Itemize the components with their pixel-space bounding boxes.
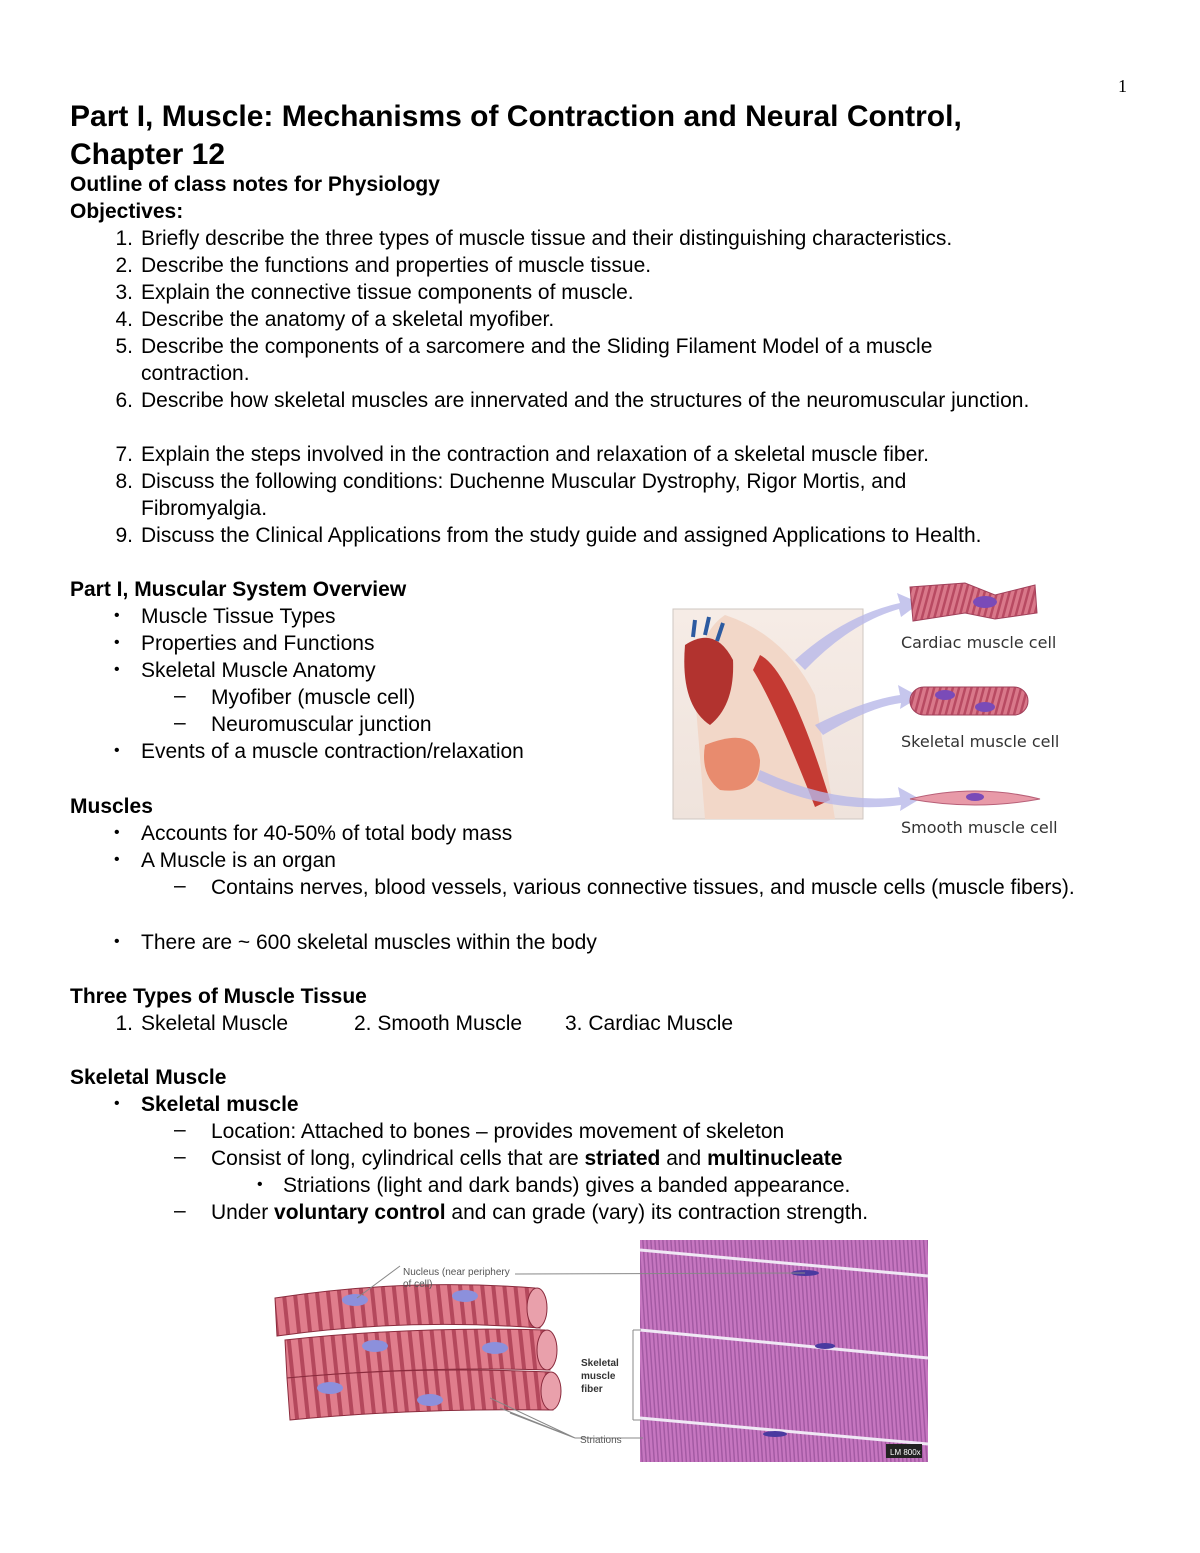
bullet: • [257, 1176, 263, 1193]
type-cardiac: 3. Cardiac Muscle [565, 1012, 734, 1035]
objective-number: 3. [115, 281, 133, 304]
objective-item: Describe how skeletal muscles are innervated and the structures of the neuromuscular junction. [141, 389, 1030, 412]
page-number: 1 [1118, 76, 1127, 96]
objective-item: Briefly describe the three types of muscle tissue and their distinguishing characteristics. [141, 227, 953, 250]
three-types-heading: Three Types of Muscle Tissue [70, 985, 367, 1008]
type-smooth: 2. Smooth Muscle [354, 1012, 523, 1035]
bullet: • [114, 824, 120, 841]
muscles-item: Accounts for 40-50% of total body mass [141, 822, 513, 845]
objective-item: Describe the functions and properties of muscle tissue. [141, 254, 652, 277]
objective-item: Describe the anatomy of a skeletal myofiber. [141, 308, 555, 331]
dash: – [174, 874, 186, 897]
overview-item: Properties and Functions [141, 632, 375, 655]
overview-subitem: Myofiber (muscle cell) [211, 686, 416, 709]
fiber-label: fiber [581, 1384, 603, 1395]
objective-item: Discuss the Clinical Applications from the study guide and assigned Applications to Health. [141, 524, 982, 547]
consist-bold-striated: striated [584, 1147, 661, 1170]
fiber-drawing [275, 1285, 561, 1420]
under-text: Under [211, 1201, 275, 1224]
cardiac-label: Cardiac muscle cell [901, 633, 1057, 652]
type-number: 1. [115, 1012, 133, 1035]
under-text: and can grade (vary) its contraction strength. [445, 1201, 869, 1224]
objective-item: Explain the steps involved in the contraction and relaxation of a skeletal muscle fiber. [141, 443, 929, 466]
page-title: Part I, Muscle: Mechanisms of Contraction and Neural Control, Chapter 12 [70, 100, 962, 171]
objective-number: 9. [115, 524, 133, 547]
objective-item: Describe the components of a sarcomere and the Sliding Filament Model of a muscle contraction. [141, 335, 933, 385]
bullet: • [114, 933, 120, 950]
striations-label: Striations [580, 1435, 622, 1446]
objective-number: 8. [115, 470, 133, 493]
overview-item: Muscle Tissue Types [141, 605, 336, 628]
subtitle: Outline of class notes for Physiology [70, 173, 440, 196]
skeletal-heading: Skeletal Muscle [70, 1066, 227, 1089]
skeletal-label: Skeletal muscle cell [901, 732, 1060, 751]
skeletal-under [211, 1199, 868, 1226]
bullet: • [114, 851, 120, 868]
skeletal-fiber-figure [265, 1238, 930, 1463]
objective-item: Discuss the following conditions: Duchenne Muscular Dystrophy, Rigor Mortis, and Fibromyalgia. [141, 470, 907, 520]
bullet: • [114, 1095, 120, 1112]
objective-number: 5. [115, 335, 133, 358]
bullet: • [114, 742, 120, 759]
consist-bold-multinucleate: multinucleate [707, 1147, 843, 1170]
objective-number: 7. [115, 443, 133, 466]
overview-item: Skeletal Muscle Anatomy [141, 659, 376, 682]
overview-subitem: Neuromuscular junction [211, 713, 432, 736]
bullet: • [114, 634, 120, 651]
objective-number: 6. [115, 389, 133, 412]
bullet: • [114, 607, 120, 624]
muscles-item: There are ~ 600 skeletal muscles within the body [141, 931, 597, 954]
skeletal-striations: Striations (light and dark bands) gives a banded appearance. [283, 1174, 851, 1197]
type-skeletal: Skeletal Muscle [141, 1012, 289, 1035]
skeletal-cell [910, 687, 1028, 715]
objectives-heading: Objectives: [70, 200, 184, 223]
skeletal-location: Location: Attached to bones – provides movement of skeleton [211, 1120, 785, 1143]
nucleus-label: of cell) [403, 1279, 433, 1290]
dash: – [174, 1199, 186, 1222]
smooth-label: Smooth muscle cell [901, 818, 1058, 837]
fiber-label: muscle [581, 1371, 616, 1382]
objective-item: Explain the connective tissue components of muscle. [141, 281, 634, 304]
overview-item: Events of a muscle contraction/relaxation [141, 740, 524, 763]
objective-number: 1. [115, 227, 133, 250]
muscles-heading: Muscles [70, 795, 153, 818]
under-bold: voluntary control [274, 1201, 446, 1224]
cardiac-cell [910, 583, 1037, 621]
muscles-subitem: Contains nerves, blood vessels, various connective tissues, and muscle cells (muscle fibers). [211, 876, 1075, 899]
consist-text: Consist of long, cylindrical cells that are [211, 1147, 585, 1170]
smooth-cell [910, 791, 1040, 805]
overview-heading: Part I, Muscular System Overview [70, 578, 407, 601]
magnification-label: LM 800x [890, 1448, 921, 1457]
skeletal-consist [211, 1145, 842, 1172]
dash: – [174, 1118, 186, 1141]
fiber-label: Skeletal [581, 1358, 619, 1369]
skeletal-item: Skeletal muscle [141, 1093, 299, 1116]
dash: – [174, 711, 186, 734]
objective-number: 4. [115, 308, 133, 331]
objective-number: 2. [115, 254, 133, 277]
dash: – [174, 1145, 186, 1168]
bullet: • [114, 661, 120, 678]
consist-text: and [660, 1147, 708, 1170]
muscles-item: A Muscle is an organ [141, 849, 336, 872]
muscle-types-figure [665, 575, 1085, 840]
dash: – [174, 684, 186, 707]
nucleus-label: Nucleus (near periphery [403, 1267, 510, 1278]
